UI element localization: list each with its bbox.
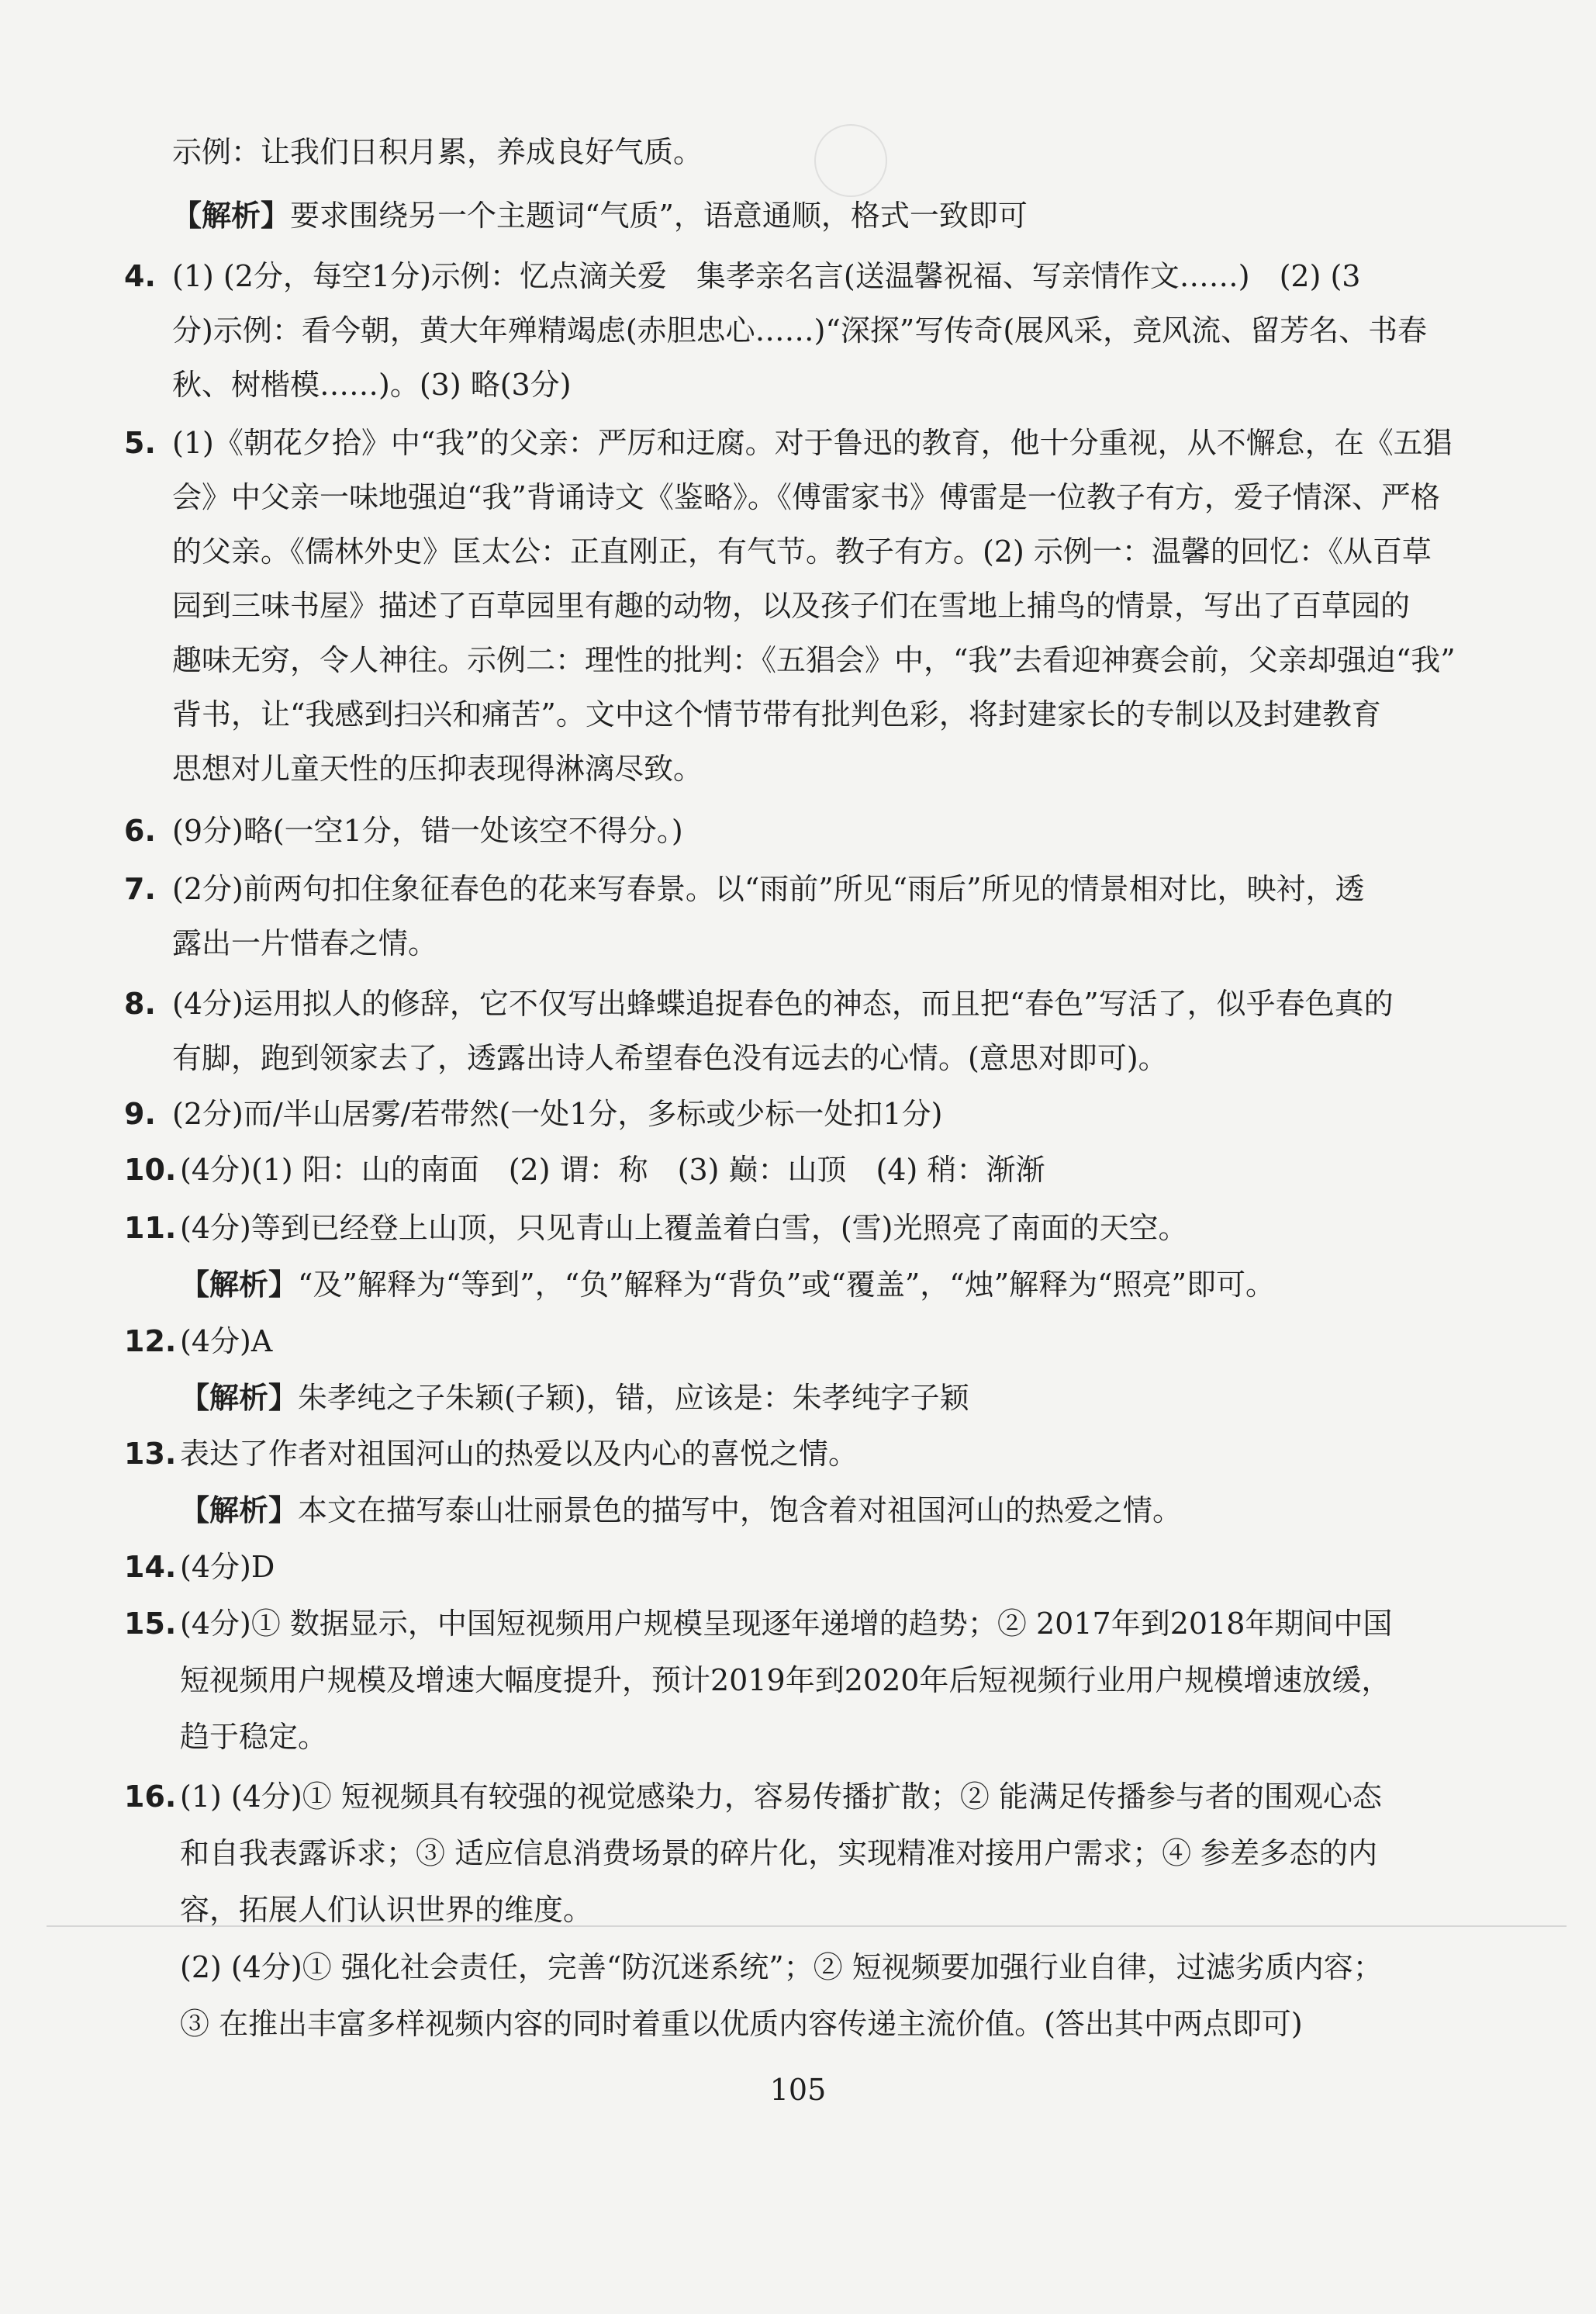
question-number: 7. — [124, 872, 156, 906]
answer-line: 会》中父亲一味地强迫“我”背诵诗文《鉴略》。《傅雷家书》傅雷是一位教子有方，爱子情深、严格 — [172, 480, 1440, 514]
answer-line: 背书，让“我感到扫兴和痛苦”。文中这个情节带有批判色彩，将封建家长的专制以及封建教育 — [172, 697, 1381, 732]
question-number: 12. — [124, 1324, 177, 1358]
answer-line: 短视频用户规模及增速大幅度提升，预计2019年到2020年后短视频行业用户规模增速放缓， — [180, 1663, 1391, 1697]
question-number: 4. — [124, 259, 156, 293]
example-line: 示例：让我们日积月累，养成良好气质。 — [172, 135, 703, 169]
answer-line: 露出一片惜春之情。 — [172, 926, 438, 960]
analysis-text: 朱孝纯之子朱颖(子颖)，错，应该是：朱孝纯字子颖 — [298, 1381, 969, 1415]
question-number: 16. — [124, 1780, 177, 1814]
question-number: 14. — [124, 1550, 177, 1584]
analysis-tag: 【解析】 — [172, 198, 291, 233]
analysis-text: 要求围绕另一个主题词“气质”，语意通顺，格式一致即可 — [290, 199, 1028, 233]
answer-line: (1) (4分)① 短视频具有较强的视觉感染力，容易传播扩散；② 能满足传播参与者的围观心态 — [180, 1780, 1382, 1814]
analysis-line — [180, 1490, 1182, 1531]
answer-line: 的父亲。《儒林外史》匡太公：正直刚正，有气节。教子有方。(2) 示例一：温馨的回忆：《从百草 — [172, 534, 1432, 569]
answer-line: 思想对儿童天性的压抑表现得淋漓尽致。 — [172, 752, 703, 786]
answer-line: (2分)前两句扣住象征春色的花来写春景。以“雨前”所见“雨后”所见的情景相对比，映衬，透 — [172, 872, 1365, 906]
watermark-stamp — [814, 124, 887, 197]
answer-line: 和自我表露诉求；③ 适应信息消费场景的碎片化，实现精准对接用户需求；④ 参差多态的内 — [180, 1836, 1378, 1870]
answer-line: (4分)等到已经登上山顶，只见青山上覆盖着白雪，(雪)光照亮了南面的天空。 — [180, 1211, 1188, 1245]
answer-line: (4分)D — [180, 1550, 275, 1584]
question-number: 10. — [124, 1153, 177, 1187]
answer-line: (9分)略(一空1分，错一处该空不得分。) — [172, 814, 683, 848]
analysis-line — [180, 1378, 969, 1418]
analysis-text: “及”解释为“等到”，“负”解释为“背负”或“覆盖”，“烛”解释为“照亮”即可。 — [298, 1268, 1275, 1302]
answer-line: (2) (4分)① 强化社会责任，完善“防沉迷系统”；② 短视频要加强行业自律，过滤劣质内容； — [180, 1950, 1383, 1984]
answer-line: ③ 在推出丰富多样视频内容的同时着重以优质内容传递主流价值。(答出其中两点即可) — [180, 2007, 1303, 2041]
answer-line: (2分)而/半山居雾/若带然(一处1分，多标或少标一处扣1分) — [172, 1097, 943, 1131]
question-number: 11. — [124, 1211, 177, 1245]
answer-line: 有脚，跑到领家去了，透露出诗人希望春色没有远去的心情。(意思对即可)。 — [172, 1041, 1168, 1075]
answer-line: 容，拓展人们认识世界的维度。 — [180, 1893, 593, 1927]
analysis-tag: 【解析】 — [180, 1493, 299, 1527]
answer-line: 园到三味书屋》描述了百草园里有趣的动物，以及孩子们在雪地上捕鸟的情景，写出了百草园的 — [172, 589, 1411, 623]
analysis-text: 本文在描写泰山壮丽景色的描写中，饱含着对祖国河山的热爱之情。 — [298, 1493, 1183, 1527]
question-number: 9. — [124, 1097, 156, 1131]
answer-line: (4分)(1) 阳：山的南面 (2) 谓：称 (3) 巅：山顶 (4) 稍：渐渐 — [180, 1153, 1045, 1187]
analysis-line — [180, 1264, 1275, 1305]
analysis-line — [172, 195, 1028, 236]
answer-line: 趣味无穷，令人神往。示例二：理性的批判：《五猖会》中，“我”去看迎神赛会前，父亲却强迫“我” — [172, 643, 1456, 677]
answer-line: (4分)① 数据显示，中国短视频用户规模呈现逐年递增的趋势；② 2017年到2018年期间中国 — [180, 1607, 1393, 1641]
answer-line: (1)《朝花夕拾》中“我”的父亲：严厉和迂腐。对于鲁迅的教育，他十分重视，从不懈怠，在《五猖 — [172, 426, 1453, 460]
answer-line: 分)示例：看今朝，黄大年殚精竭虑(赤胆忠心……)“深探”写传奇(展风采，竞风流、留芳名、书春 — [172, 313, 1428, 348]
question-number: 8. — [124, 987, 156, 1021]
answer-line: 趋于稳定。 — [180, 1720, 328, 1754]
page-number: 105 — [769, 2073, 827, 2107]
answer-line: (4分)A — [180, 1324, 273, 1358]
question-number: 15. — [124, 1607, 177, 1641]
analysis-tag: 【解析】 — [180, 1267, 299, 1302]
answer-line: 秋、树楷模……)。(3) 略(3分) — [172, 368, 572, 402]
answer-line: (4分)运用拟人的修辞，它不仅写出蜂蝶追捉春色的神态，而且把“春色”写活了，似乎春色真的 — [172, 987, 1394, 1021]
question-number: 13. — [124, 1437, 177, 1471]
answer-line: (1) (2分，每空1分)示例：忆点滴关爱 集孝亲名言(送温馨祝福、写亲情作文……) (2) (3 — [172, 259, 1361, 293]
question-number: 5. — [124, 426, 156, 460]
answer-line: 表达了作者对祖国河山的热爱以及内心的喜悦之情。 — [180, 1437, 858, 1471]
analysis-tag: 【解析】 — [180, 1380, 299, 1415]
question-number: 6. — [124, 814, 156, 848]
ruled-line — [47, 1925, 1567, 1927]
